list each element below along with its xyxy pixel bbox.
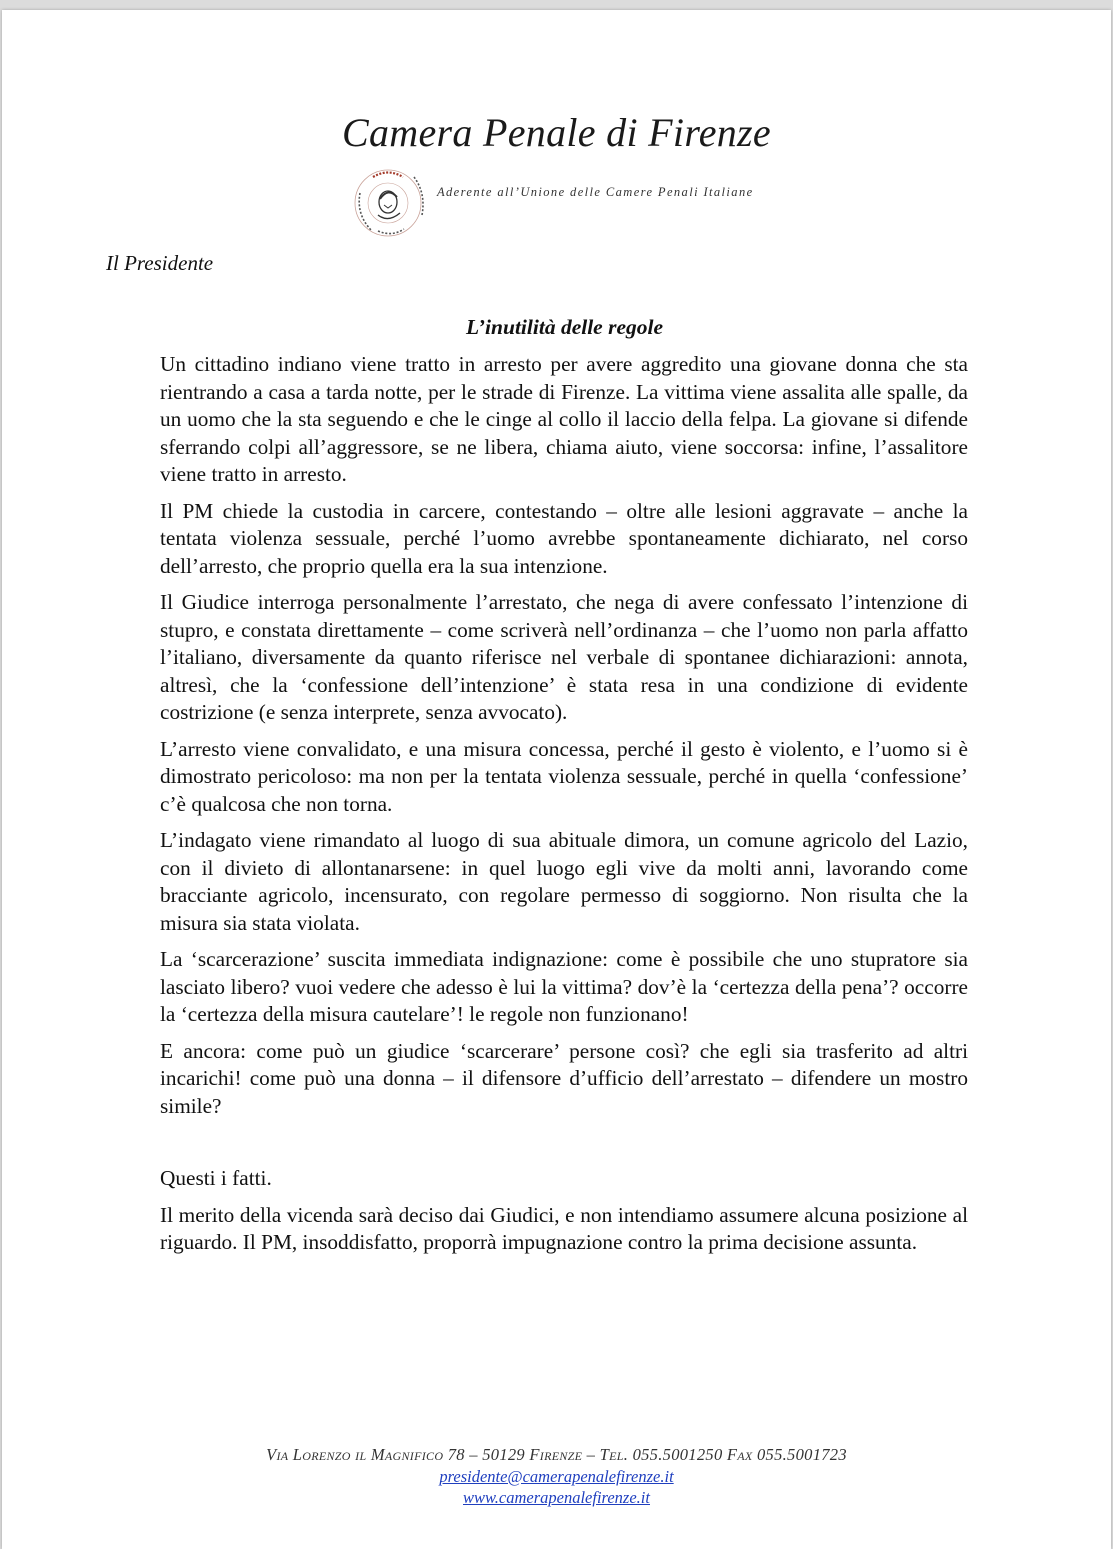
paragraph: E ancora: come può un giudice ‘scarcerare’ persone così? che egli sia trasferito ad altri incarichi! come può una donna – il difensore d’ufficio dell’arrestato – difendere un mostro simile? xyxy=(160,1038,968,1118)
email-link[interactable]: presidente@camerapenalefirenze.it xyxy=(439,1466,674,1486)
signature-role: Il Presidente xyxy=(106,251,214,275)
paragraph: Il merito della vicenda sarà deciso dai Giudici, e non intendiamo assumere alcuna posizione al riguardo. Il PM, insoddisfatto, proporrà impugnazione contro la prima decisione assunta. xyxy=(160,1202,968,1254)
website-link[interactable]: www.camerapenalefirenze.it xyxy=(463,1488,650,1507)
document-page xyxy=(2,10,1111,1549)
article-title: L’inutilità delle regole xyxy=(465,315,664,339)
paragraph: Il PM chiede la custodia in carcere, contestando – oltre alle lesioni aggravate – anche la tentata violenza sessuale, perché l’uomo avrebbe spontaneamente dichiarato, nel corso dell’arresto, che proprio quella era la sua intenzione. xyxy=(160,498,968,578)
paragraph: Il Giudice interroga personalmente l’arrestato, che nega di avere confessato l’intenzione di stupro, e constata direttamente – come scriverà nell’ordinanza – che l’uomo non parla affatto l’italiano, diversamente da quanto riferisce nel verbale di spontanee dichiarazioni: annota, altresì, che la ‘confessione dell’intenzione’ è stata resa in una condizione di evidente costrizione (e senza interprete, senza avvocato). xyxy=(160,590,968,724)
seal-logo xyxy=(342,165,434,240)
affiliation-tagline: Aderente all’Unione delle Camere Penali Italiane xyxy=(437,185,754,199)
paragraph: Un cittadino indiano viene tratto in arresto per avere aggredito una giovane donna che sta rientrando a casa a tarda notte, per le strade di Firenze. La vittima viene assalita alle spalle, da un uomo che la sta seguendo e che le cinge al collo il laccio della felpa. La giovane si difende sferrando colpi all’aggressore, se ne libera, chiama aiuto, viene soccorsa: infine, l’assalitore viene tratto in arresto. xyxy=(160,352,968,486)
paragraph: La ‘scarcerazione’ suscita immediata indignazione: come è possibile che uno stupratore sia lasciato libero? vuoi vedere che adesso è lui la vittima? dov’è la ‘certezza della pena’? occorre la ‘certezza della misura cautelare’! le regole non funzionano! xyxy=(160,947,968,1026)
article-body xyxy=(160,351,968,1266)
paragraph: L’indagato viene rimandato al luogo di sua abituale dimora, un comune agricolo del Lazio, con il divieto di allontanarsene: in quel luogo egli vive da molti anni, lavorando come bracciante agricolo, incensurato, con regolare permesso di soggiorno. Non risulta che la misura sia stata violata. xyxy=(160,828,968,935)
footer-address: Via Lorenzo il Magnifico 78 – 50129 Firenze – Tel. 055.5001250 Fax 055.5001723 xyxy=(266,1445,847,1464)
paragraph: Questi i fatti. xyxy=(160,1166,272,1190)
paragraph: L’arresto viene convalidato, e una misura concessa, perché il gesto è violento, e l’uomo si è dimostrato pericoloso: ma non per la tentata violenza sessuale, perché in quella ‘confessione’ c’è qualcosa che non torna. xyxy=(160,736,968,816)
footer xyxy=(2,1444,1111,1509)
organization-title: Camera Penale di Firenze xyxy=(342,110,771,155)
